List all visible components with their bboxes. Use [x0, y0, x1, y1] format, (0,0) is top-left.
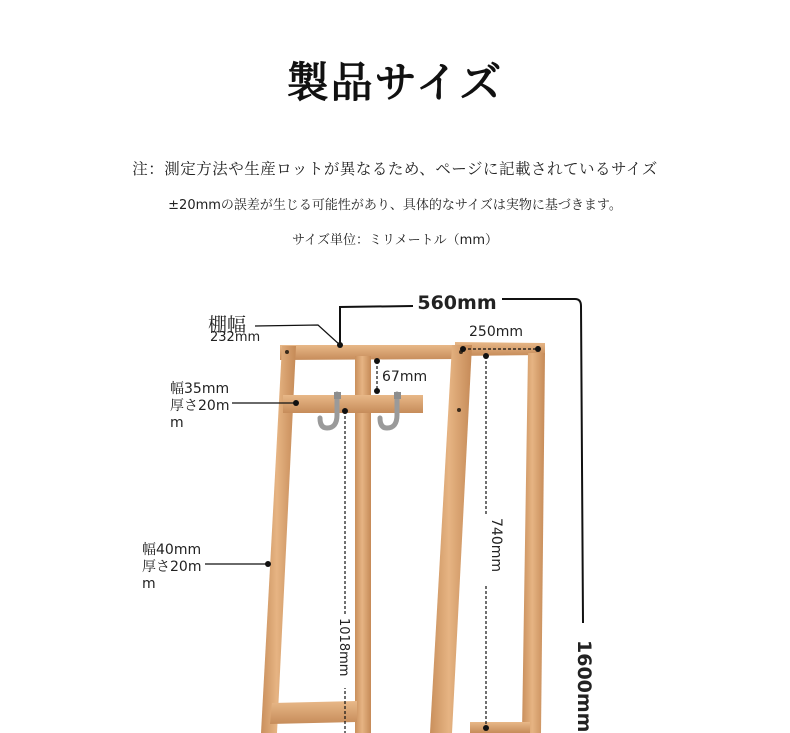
top-depth-label: 250mm [469, 324, 523, 340]
crossbar-width-label: 幅35mm [170, 381, 230, 397]
crossbar-thickness-label: 厚さ20m [170, 398, 230, 414]
front-right-leg [430, 345, 472, 733]
shelf-width-value: 232mm [210, 330, 261, 345]
note-tolerance: ±20mmの誤差が生じる可能性があり、具体的なサイズは実物に基づきます。 [168, 198, 622, 213]
note-unit: サイズ単位：ミリメートル（mm） [291, 233, 499, 248]
front-bottom-rail [270, 701, 357, 724]
crossbar-thickness-end: m [170, 415, 184, 431]
width-label: 560mm [417, 292, 497, 314]
front-height-label: 1018mm [336, 618, 351, 677]
page-title: 製品サイズ [286, 58, 504, 107]
leg-thickness-end: m [142, 576, 156, 592]
inner-height-label: 740mm [488, 518, 504, 572]
note-measurement: 注：測定方法や生産ロットが異なるため、ページに記載されているサイズ [132, 160, 658, 178]
total-height-label: 1600mm [573, 640, 595, 733]
hook-gap-label: 67mm [382, 369, 428, 385]
hook-crossbar [283, 395, 423, 413]
leg-thickness-label: 厚さ20m [142, 559, 202, 575]
shelf-width-title: 棚幅 [208, 314, 247, 336]
leg-width-label: 幅40mm [142, 542, 202, 558]
rear-right-leg [522, 353, 545, 733]
rear-bottom-rail [470, 722, 530, 733]
